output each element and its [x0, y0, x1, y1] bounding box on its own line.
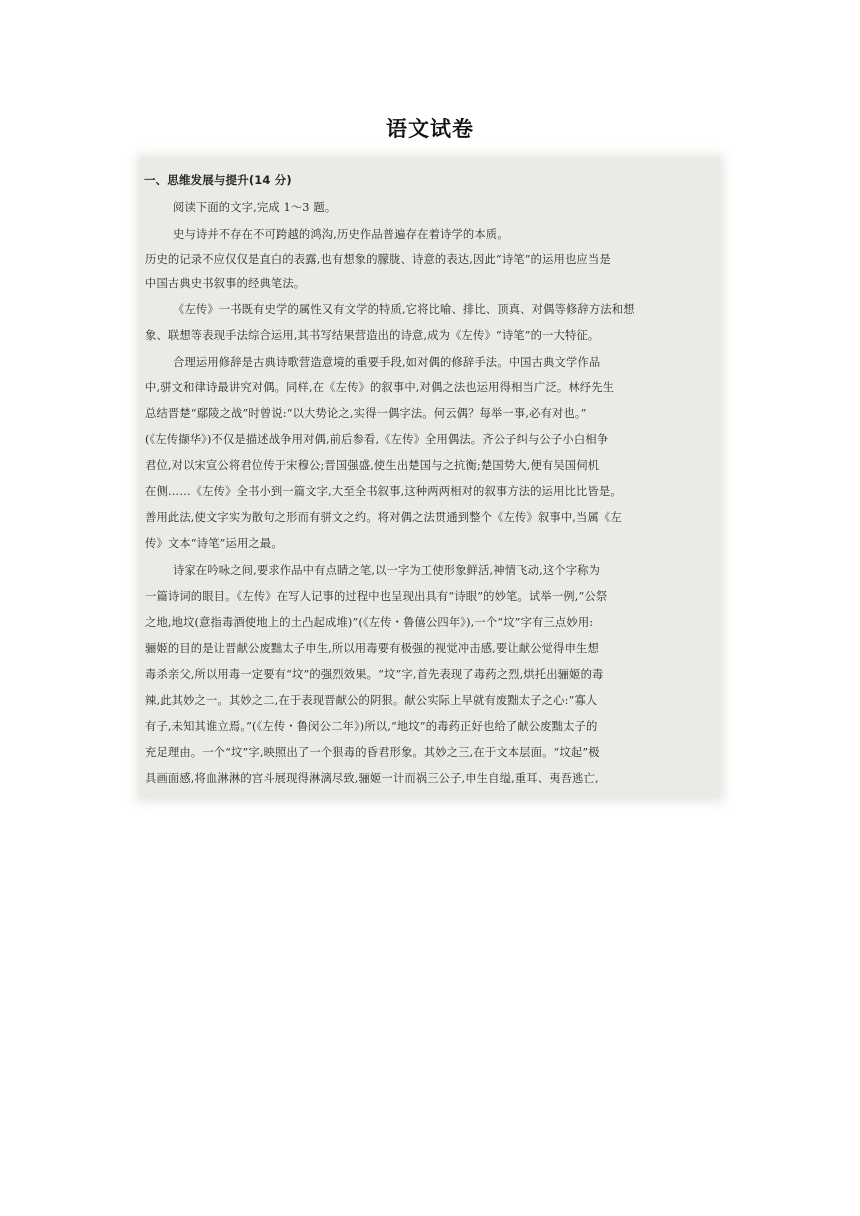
passage-line: 象、联想等表现手法综合运用,其书写结果营造出的诗意,成为《左传》“诗笔”的一大特征。 [145, 329, 600, 342]
passage-line: 骊姬的目的是让晋献公废黜太子申生,所以用毒要有极强的视觉冲击感,要让献公觉得申生想 [145, 642, 599, 655]
passage-line: 辣,此其妙之一。其妙之二,在于表现晋献公的阴狠。献公实际上早就有废黜太子之心:“寡人 [145, 694, 598, 707]
passage-line: 总结晋楚“鄢陵之战”时曾说:“以大势论之,实得一偶字法。何云偶？每举一事,必有对也。” [145, 407, 587, 420]
passage-line: 在侧……《左传》全书小到一篇文字,大至全书叙事,这种两两相对的叙事方法的运用比比皆是。 [145, 485, 622, 498]
passage-line: 之地,地坟(意指毒酒使地上的土凸起成堆)”(《左传・鲁僖公四年》),一个“坟”字有三点妙用: [145, 616, 594, 629]
passage-line: 历史的记录不应仅仅是直白的表露,也有想象的朦胧、诗意的表达,因此“诗笔”的运用也应当是 [145, 253, 611, 266]
passage-line: 《左传》一书既有史学的属性又有文学的特质,它将比喻、排比、顶真、对偶等修辞方法和想 [173, 303, 635, 316]
passage-line: 诗家在吟咏之间,要求作品中有点睛之笔,以一字为工使形象鲜活,神情飞动,这个字称为 [173, 564, 601, 577]
passage-line: 充足理由。一个“坟”字,映照出了一个狠毒的昏君形象。其妙之三,在于文本层面。“坟起”极 [145, 746, 600, 759]
passage-line: 毒杀亲父,所以用毒一定要有“坟”的强烈效果。“坟”字,首先表现了毒药之烈,烘托出骊姬的毒 [145, 668, 604, 681]
passage-line: 传》文本“诗笔”运用之最。 [145, 537, 283, 550]
passage-line: 史与诗并不存在不可跨越的鸿沟,历史作品普遍存在着诗学的本质。 [173, 228, 509, 241]
passage-line: 具画面感,将血淋淋的宫斗展现得淋漓尽致,骊姬一计而祸三公子,申生自缢,重耳、夷吾逃亡, [145, 772, 599, 785]
scanned-passage [140, 158, 720, 798]
passage-line: 善用此法,使文字实为散句之形而有骈文之约。将对偶之法贯通到整个《左传》叙事中,当属《左 [145, 511, 622, 524]
reading-instruction: 阅读下面的文字,完成 1～3 题。 [173, 201, 337, 214]
page-title: 语文试卷 [386, 117, 474, 141]
passage-line: 君位,对以宋宣公将君位传于宋穆公;晋国强盛,使生出楚国与之抗衡;楚国势大,便有吴国伺机 [145, 459, 600, 472]
passage-line: 中国古典史书叙事的经典笔法。 [145, 277, 306, 290]
passage-line: (《左传撷华》)不仅是描述战争用对偶,前后参看,《左传》全用偶法。齐公子纠与公子小白相争 [145, 433, 609, 446]
passage-line: 合理运用修辞是古典诗歌营造意境的重要手段,如对偶的修辞手法。中国古典文学作品 [173, 356, 601, 369]
passage-line: 中,骈文和律诗最讲究对偶。同样,在《左传》的叙事中,对偶之法也运用得相当广泛。林纾先生 [145, 381, 615, 394]
passage-line: 一篇诗词的眼目。《左传》在写人记事的过程中也呈现出具有“诗眼”的妙笔。试举一例,“公祭 [145, 590, 608, 603]
section-heading: 一、思维发展与提升(14 分) [144, 173, 292, 187]
passage-line: 有子,未知其谁立焉。”(《左传・鲁闵公二年》)所以,“地坟”的毒药正好也给了献公废黜太子的 [145, 720, 598, 733]
